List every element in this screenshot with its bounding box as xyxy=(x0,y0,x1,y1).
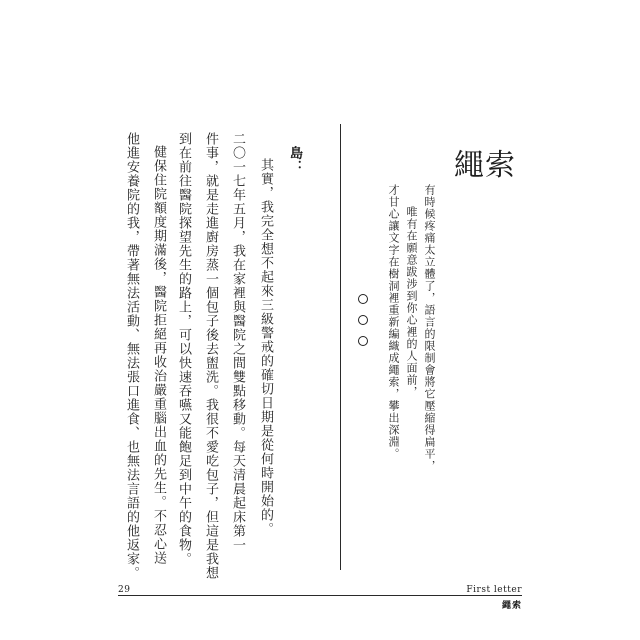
section-mark-circle xyxy=(358,336,368,346)
vertical-divider xyxy=(340,124,341,570)
poem-line: 有時候疼痛太立體了，語言的限制會將它壓縮得扁平， xyxy=(423,184,436,472)
section-mark-circle xyxy=(358,294,368,304)
letter-paragraph-column: 二〇一七年五月，我在家裡與醫院之間雙點移動。每天清晨起床第一 xyxy=(230,132,245,552)
running-header-series: First letter xyxy=(466,585,522,595)
letter-paragraph-column: 其實，我完全想不起來三級警戒的確切日期是從何時開始的。 xyxy=(258,158,273,536)
letter-paragraph-column: 到在前往醫院探望先生的路上，可以快速吞嚥又能飽足到中午的食物。 xyxy=(176,132,191,566)
chapter-title: 繩索 xyxy=(454,148,516,183)
letter-salutation: 島： xyxy=(287,146,302,174)
section-mark-circle xyxy=(358,315,368,325)
poem-line: 才甘心讓文字在樹洞裡重新編織成繩索，攀出深淵。 xyxy=(387,184,400,460)
page-number: 29 xyxy=(118,585,131,595)
footer-rule xyxy=(118,595,522,596)
letter-paragraph-column: 件事，就是走進廚房蒸一個包子後去盥洗。我很不愛吃包子，但這是我想 xyxy=(203,132,218,580)
letter-paragraph-column: 健保住院額度期滿後，醫院拒絕再收治嚴重腦出血的先生。不忍心送 xyxy=(151,145,166,565)
running-header-chapter: 繩索 xyxy=(501,601,522,611)
letter-paragraph-column: 他進安養院的我，帶著無法活動、無法張口進食、也無法言語的他返家。 xyxy=(124,132,139,580)
poem-line: 唯有在願意跋涉到你心裡的人面前， xyxy=(405,206,418,398)
